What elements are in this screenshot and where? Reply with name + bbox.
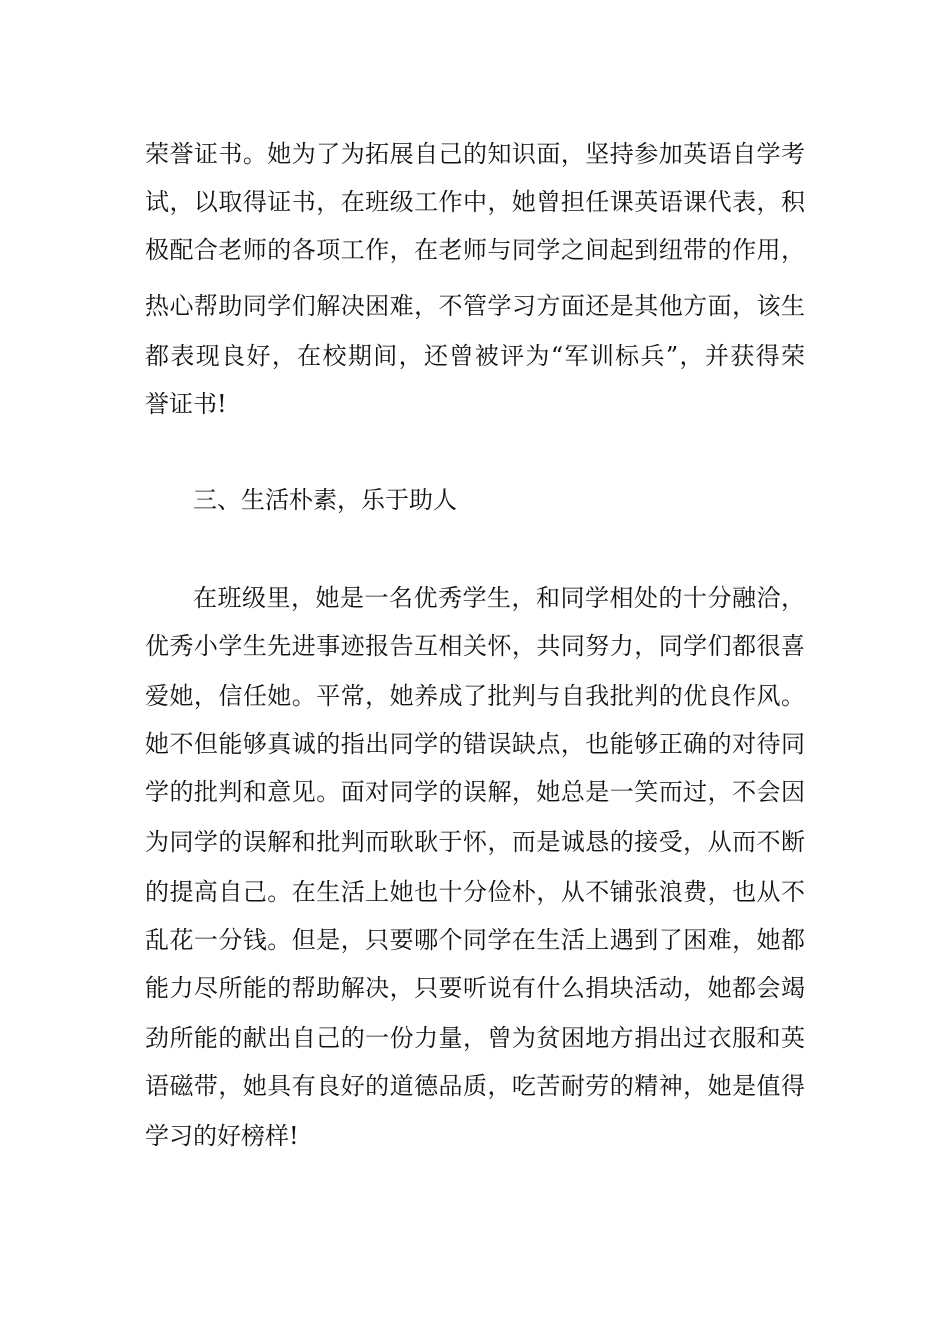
paragraph-1-line-5: 都表现良好，在校期间，还曾被评为“军训标兵”，并获得荣 <box>145 342 805 370</box>
paragraph-1-line-3: 极配合老师的各项工作，在老师与同学之间起到纽带的作用， <box>145 236 805 264</box>
paragraph-2-line-2: 优秀小学生先进事迹报告互相关怀，共同努力，同学们都很喜 <box>145 632 805 660</box>
paragraph-2-line-11: 语磁带，她具有良好的道德品质，吃苦耐劳的精神，她是值得 <box>145 1072 805 1100</box>
paragraph-1-line-6: 誉证书! <box>145 390 227 418</box>
paragraph-2-line-12: 学习的好榜样! <box>145 1122 299 1150</box>
paragraph-2-line-7: 的提高自己。在生活上她也十分俭朴，从不铺张浪费，也从不 <box>145 878 805 906</box>
paragraph-1-line-2: 试，以取得证书，在班级工作中，她曾担任课英语课代表，积 <box>145 188 805 216</box>
paragraph-1-line-4: 热心帮助同学们解决困难，不管学习方面还是其他方面，该生 <box>145 292 805 320</box>
paragraph-2-line-9: 能力尽所能的帮助解决，只要听说有什么捐块活动，她都会竭 <box>145 974 805 1002</box>
paragraph-2-line-4: 她不但能够真诚的指出同学的错误缺点，也能够正确的对待同 <box>145 730 805 758</box>
paragraph-2-line-8: 乱花一分钱。但是，只要哪个同学在生活上遇到了困难，她都 <box>145 926 805 954</box>
section-heading: 三、生活朴素，乐于助人 <box>193 486 457 514</box>
paragraph-2-line-6: 为同学的误解和批判而耿耿于怀，而是诚恳的接受，从而不断 <box>145 828 805 856</box>
paragraph-2-line-1: 在班级里，她是一名优秀学生，和同学相处的十分融洽， <box>193 584 805 612</box>
paragraph-2-line-3: 爱她，信任她。平常，她养成了批判与自我批判的优良作风。 <box>145 682 805 710</box>
paragraph-2-line-10: 劲所能的献出自己的一份力量，曾为贫困地方捐出过衣服和英 <box>145 1024 805 1052</box>
paragraph-1-line-1: 荣誉证书。她为了为拓展自己的知识面，坚持参加英语自学考 <box>145 140 805 168</box>
paragraph-2-line-5: 学的批判和意见。面对同学的误解，她总是一笑而过，不会因 <box>145 778 805 806</box>
